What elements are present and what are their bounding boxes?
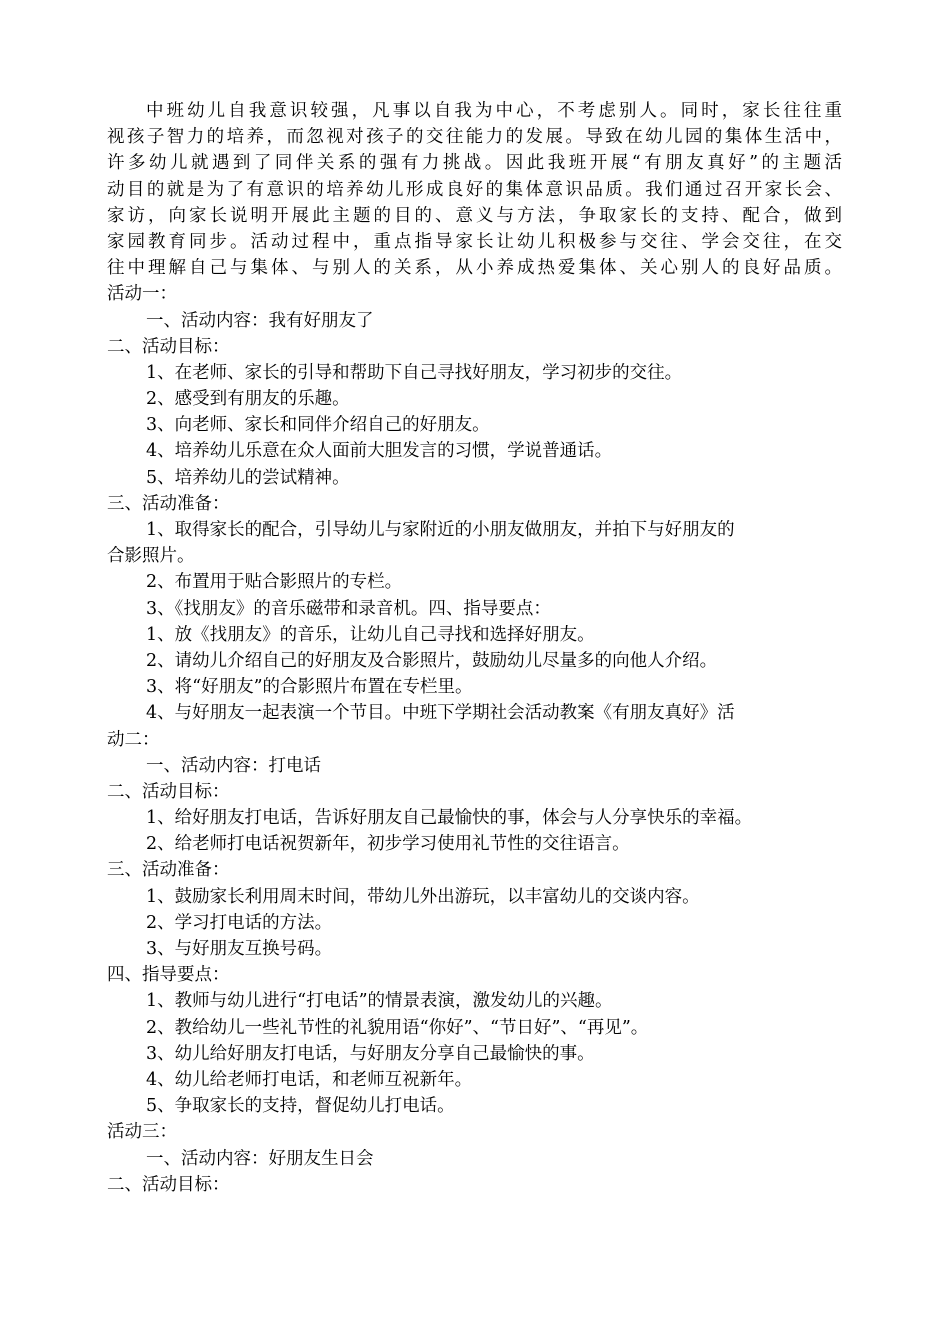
text-line: 3、幼儿给好朋友打电话，与好朋友分享自己最愉快的事。	[146, 1043, 595, 1064]
text-line: 3、将“好朋友”的合影照片布置在专栏里。	[146, 677, 473, 698]
text-line: 3、《找朋友》的音乐磁带和录音机。四、指导要点：	[146, 598, 551, 619]
text-line: 2、学习打电话的方法。	[146, 912, 333, 933]
text-line: 动二：	[107, 729, 160, 750]
text-line: 一、活动内容：打电话	[146, 755, 321, 776]
text-line: 视孩子智力的培养，而忽视对孩子的交往能力的发展。导致在幼儿园的集体生活中，	[107, 127, 842, 148]
text-line: 动目的就是为了有意识的培养幼儿形成良好的集体意识品质。我们通过召开家长会、	[107, 179, 842, 200]
text-line: 1、在老师、家长的引导和帮助下自己寻找好朋友，学习初步的交往。	[146, 362, 683, 383]
text-line: 5、争取家长的支持，督促幼儿打电话。	[146, 1096, 455, 1117]
text-line: 三、活动准备：	[107, 493, 230, 514]
text-line: 往中理解自己与集体、与别人的关系，从小养成热爱集体、关心别人的良好品质。	[107, 258, 842, 279]
text-line: 1、放《找朋友》的音乐，让幼儿自己寻找和选择好朋友。	[146, 624, 595, 645]
text-line: 4、与好朋友一起表演一个节目。中班下学期社会活动教案《有朋友真好》活	[146, 703, 735, 724]
document-body	[107, 98, 842, 1198]
text-line: 活动三：	[107, 1122, 177, 1143]
text-line: 1、教师与幼儿进行“打电话”的情景表演，激发幼儿的兴趣。	[146, 991, 613, 1012]
text-line: 许多幼儿就遇到了同伴关系的强有力挑战。因此我班开展“有朋友真好”的主题活	[107, 153, 842, 174]
text-line: 二、活动目标：	[107, 781, 230, 802]
text-line: 家访，向家长说明开展此主题的目的、意义与方法，争取家长的支持、配合，做到	[107, 205, 842, 226]
text-line: 中班幼儿自我意识较强，凡事以自我为中心，不考虑别人。同时，家长往往重	[146, 101, 842, 121]
text-line: 家园教育同步。活动过程中，重点指导家长让幼儿积极参与交往、学会交往，在交	[107, 231, 842, 252]
text-line: 二、活动目标：	[107, 336, 230, 357]
text-line: 4、培养幼儿乐意在众人面前大胆发言的习惯，学说普通话。	[146, 441, 613, 462]
text-line: 合影照片。	[107, 546, 195, 567]
text-line: 2、教给幼儿一些礼节性的礼貌用语“你好”、“节日好”、“再见”。	[146, 1017, 649, 1038]
text-line: 一、活动内容：我有好朋友了	[146, 310, 374, 331]
text-line: 一、活动内容：好朋友生日会	[146, 1148, 374, 1169]
text-line: 1、给好朋友打电话，告诉好朋友自己最愉快的事，体会与人分享快乐的幸福。	[146, 808, 753, 829]
text-line: 2、布置用于贴合影照片的专栏。	[146, 572, 403, 593]
text-line: 3、与好朋友互换号码。	[146, 939, 333, 959]
text-line: 2、请幼儿介绍自己的好朋友及合影照片，鼓励幼儿尽量多的向他人介绍。	[146, 650, 718, 671]
text-line: 2、给老师打电话祝贺新年，初步学习使用礼节性的交往语言。	[146, 834, 630, 855]
text-line: 1、鼓励家长利用周末时间，带幼儿外出游玩，以丰富幼儿的交谈内容。	[146, 886, 700, 907]
text-line: 二、活动目标：	[107, 1174, 230, 1195]
text-line: 四、指导要点：	[107, 965, 230, 986]
text-line: 4、幼儿给老师打电话，和老师互祝新年。	[146, 1069, 473, 1090]
text-line: 三、活动准备：	[107, 860, 230, 881]
text-line: 活动一：	[107, 284, 177, 305]
text-line: 2、感受到有朋友的乐趣。	[146, 389, 350, 410]
text-line: 1、取得家长的配合，引导幼儿与家附近的小朋友做朋友，并拍下与好朋友的	[146, 520, 735, 540]
text-line: 5、培养幼儿的尝试精神。	[146, 467, 350, 488]
text-line: 3、向老师、家长和同伴介绍自己的好朋友。	[146, 415, 490, 436]
